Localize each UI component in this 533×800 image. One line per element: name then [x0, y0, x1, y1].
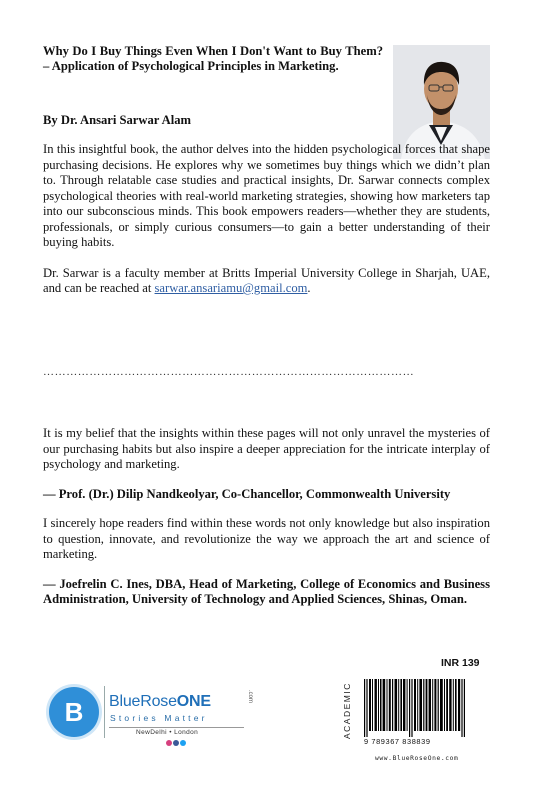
instagram-icon[interactable] — [166, 740, 172, 746]
brand-main: BlueRose — [109, 693, 177, 710]
author-bio-prefix: Dr. Sarwar is a faculty member at Britts Imperial University College in Sharjah, UAE, and can be reached at — [43, 265, 490, 295]
brand-accent: ONE — [176, 693, 211, 710]
tagline-rule — [109, 727, 244, 728]
publisher-locations: NewDelhi • London — [136, 729, 199, 736]
endorsements — [43, 426, 490, 622]
author-bio-suffix: . — [307, 281, 311, 295]
social-icons — [166, 740, 187, 748]
endorsement-attribution: — Prof. (Dr.) Dilip Nandkeolyar, Co-Chancellor, Commonwealth University — [43, 486, 451, 501]
isbn-number: 9 789367 838839 — [364, 737, 431, 746]
publisher-logo-icon — [49, 687, 99, 737]
brand-com: .com — [247, 690, 253, 704]
endorsement-quote: It is my belief that the insights within these pages will not only unravel the mysteries of our purchasing habits but also inspire a deeper appreciation for the intricate interplay of psychology and marketing. — [43, 426, 490, 471]
publisher-brand — [109, 693, 211, 711]
price-label: INR 139 — [441, 657, 480, 669]
publisher-tagline: Stories Matter — [110, 713, 208, 723]
book-description-text: In this insightful book, the author delves into the hidden psychological forces that shape purchasing decisions. He explores why we sometimes buy things which we didn’t plan to. Through relatable case studies and practical insights, Dr. Sarwar connects complex psychological theories with real-world marketing strategies, showing how marketers tap into our subconscious minds. This book empowers readers—whether they are students, professionals, or simply curious consumers—to gain a better understanding of their buying habits. — [43, 142, 490, 249]
book-description — [43, 142, 490, 251]
author-email-link[interactable]: sarwar.ansariamu@gmail.com — [154, 281, 308, 295]
endorsement-quote: I sincerely hope readers find within these words not only knowledge but also inspiration to question, innovate, and revolutionize the way we approach the art and science of marketing. — [43, 516, 490, 561]
author-byline: By Dr. Ansari Sarwar Alam — [43, 113, 191, 127]
facebook-icon[interactable] — [173, 740, 179, 746]
section-divider: …………………………………………………………………………………… — [43, 366, 415, 378]
publisher-website[interactable]: www.BlueRoseOne.com — [375, 755, 459, 762]
logo-divider — [104, 686, 105, 738]
twitter-icon[interactable] — [180, 740, 186, 746]
category-label: ACADEMIC — [342, 682, 352, 740]
book-title: Why Do I Buy Things Even When I Don't Want to Buy Them? – Application of Psychological Principles in Marketing. — [43, 44, 383, 73]
author-bio — [43, 266, 490, 297]
endorsement-attribution: — Joefrelin C. Ines, DBA, Head of Marketing, College of Economics and Business Administration, University of Technology and Applied Sciences, Shinas, Oman. — [43, 576, 490, 606]
barcode-icon — [364, 679, 466, 737]
book-description-block — [43, 142, 490, 312]
publisher-logo-letter: B — [64, 697, 84, 727]
